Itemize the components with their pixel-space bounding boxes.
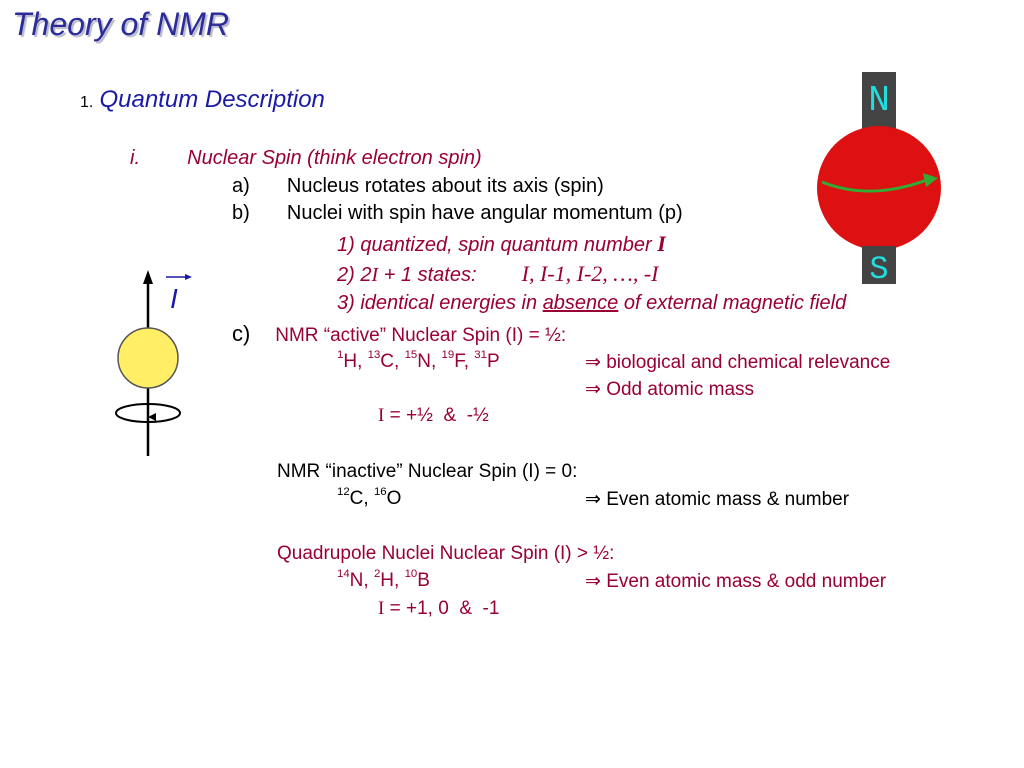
item-i-text: Nuclear Spin (think electron spin) (187, 147, 482, 169)
active-spin-value: = +½ & -½ (384, 405, 489, 426)
section-label: Quantum Description (99, 86, 325, 113)
inactive-heading: NMR “inactive” Nuclear Spin (I) = 0: (277, 461, 578, 482)
spin-diagram (108, 268, 218, 460)
item-c-marker: c) (232, 321, 251, 346)
inactive-nuclei-list (337, 488, 401, 510)
item-c-text: NMR “active” Nuclear Spin (I) = ½: (275, 325, 567, 346)
item-c (232, 321, 566, 347)
nucleus-p31: $^{31}$P (474, 349, 500, 372)
spin-axis-arrowhead (143, 270, 153, 284)
quadrupole-heading: Quadrupole Nuclei Nuclear Spin (I) > ½: (277, 543, 615, 564)
item-b (232, 202, 683, 225)
active-note-2: ⇒ Odd atomic mass (585, 379, 755, 400)
section-number: 1. (80, 94, 94, 111)
nucleus-n15: $^{15}$N, (404, 349, 442, 372)
nucleus-b10: $^{10}$B (404, 568, 430, 591)
spin-vector-label: I (170, 283, 178, 314)
point-3 (337, 292, 846, 315)
point-3-underlined: absence (542, 292, 619, 314)
item-a-text: Nucleus rotates about its axis (spin) (286, 175, 604, 197)
point-2-values: I, I-1, I-2, …, -I (521, 261, 659, 286)
magnet-diagram (812, 70, 952, 286)
north-pole-label: N (868, 80, 890, 121)
item-i-marker: i. (130, 147, 140, 169)
active-nuclei-list (337, 351, 500, 373)
point-3-post: of external magnetic field (618, 292, 847, 314)
south-pole-label: S (869, 251, 889, 286)
quadrupole-note: ⇒ Even atomic mass & odd number (585, 571, 887, 592)
active-note-1: ⇒ biological and chemical relevance (585, 352, 891, 373)
point-1-text: 1) quantized, spin quantum number (337, 234, 658, 256)
quadrupole-spin-values (378, 598, 499, 620)
point-2 (337, 261, 659, 287)
item-a (232, 175, 604, 198)
item-a-marker: a) (232, 175, 250, 197)
item-b-marker: b) (232, 202, 250, 224)
item-i (130, 147, 482, 170)
quadrupole-spin-symbol: I (378, 598, 385, 619)
nucleus-sphere (118, 328, 178, 388)
point-1 (337, 231, 666, 257)
point-2-symbol: I (371, 264, 379, 286)
nucleus-f19: $^{19}$F, (441, 349, 475, 372)
nucleus-h2: $^2$H, (373, 568, 405, 591)
section-heading (80, 86, 325, 114)
point-2-rest: + 1 states: (378, 264, 477, 286)
nucleus-o16: $^{16}$O (373, 486, 402, 509)
active-spin-values (378, 405, 489, 427)
nucleus-n14: $^{14}$N, (337, 568, 374, 591)
item-b-text: Nuclei with spin have angular momentum (p) (286, 202, 683, 224)
quadrupole-nuclei-list (337, 570, 430, 592)
active-spin-symbol: I (378, 405, 385, 426)
nucleus-c13: $^{13}$C, (367, 349, 405, 372)
vector-bar-arrowhead (185, 274, 192, 280)
nucleus-c12: $^{12}$C, (337, 486, 374, 509)
point-2-text: 2) 2 (337, 264, 372, 286)
nucleus-h1: $^1$H, (337, 349, 368, 372)
page-title: Theory of NMR (12, 6, 229, 42)
inactive-note: ⇒ Even atomic mass & number (585, 489, 850, 510)
point-3-pre: 3) identical energies in (337, 292, 543, 314)
quadrupole-spin-value: = +1, 0 & -1 (384, 598, 500, 619)
point-1-symbol: I (657, 231, 666, 256)
